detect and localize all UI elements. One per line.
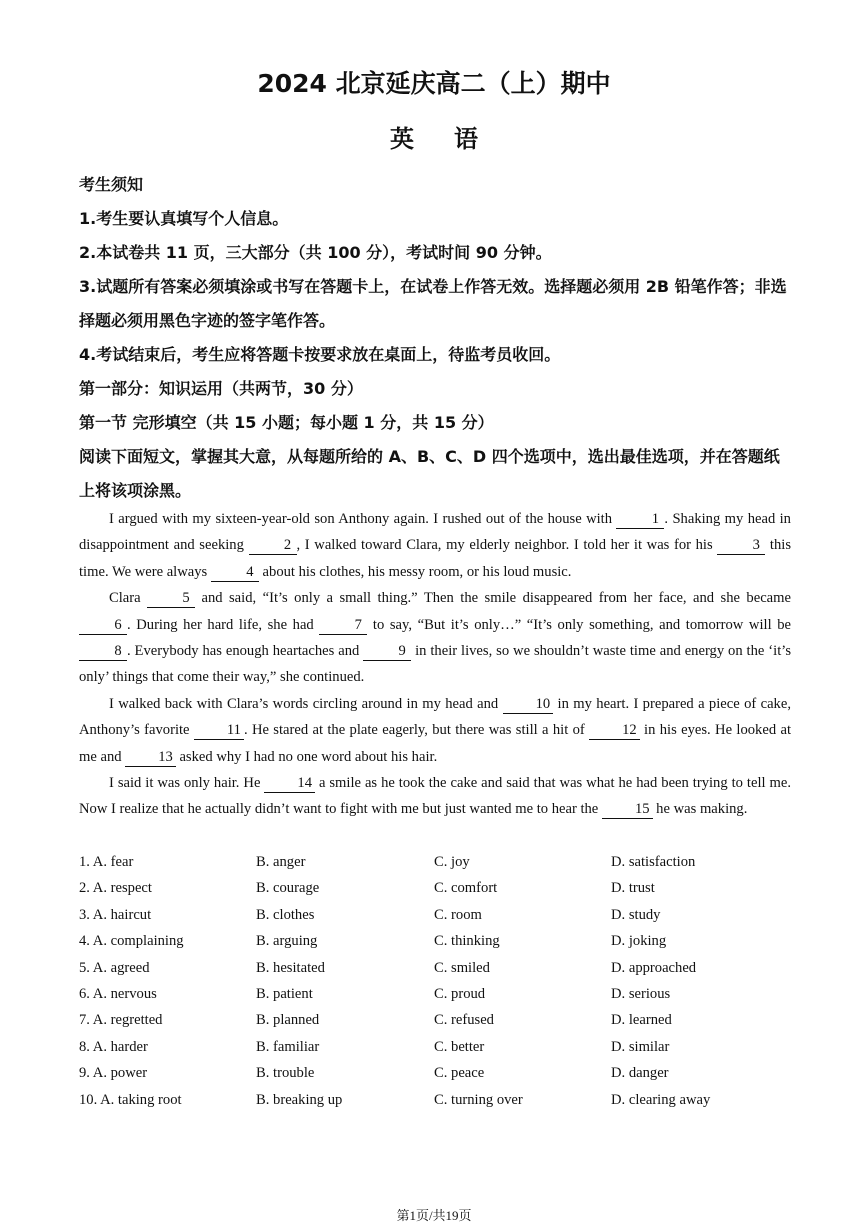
option-a: 3. A. haircut	[79, 906, 152, 923]
option-d: D. trust	[611, 880, 655, 897]
option-b: B. arguing	[256, 933, 318, 950]
notes-item: 3.试题所有答案必须填涂或书写在答题卡上，在试卷上作答无效。选择题必须用 2B 铅笔作答；非选择题必须用黑色字迹的签字笔作答。	[79, 277, 787, 330]
passage-text: in their lives, so we shouldn’t waste time and energy on the ‘it’s only’ things that come their way,” she continued.	[79, 643, 791, 686]
option-a: 4. A. complaining	[79, 933, 184, 950]
section-heading: 第一部分：知识运用（共两节，30 分）	[79, 379, 363, 398]
option-a: 7. A. regretted	[79, 1012, 163, 1029]
passage-text: a smile as he took the cake and said that was what he had been trying to tell me. Now I realize that he actually didn’t want to fight with me but just wanted me to hear the	[79, 775, 791, 818]
option-a: 1. A. fear	[79, 854, 134, 870]
option-d: D. clearing away	[611, 1091, 711, 1108]
notes-item: 4.考试结束后，考生应将答题卡按要求放在桌面上，待监考员收回。	[79, 345, 561, 364]
answer-options	[79, 849, 791, 1113]
option-c: C. better	[434, 1038, 485, 1055]
blank-10: 10	[503, 695, 554, 714]
subject-title: 英语	[390, 125, 518, 153]
passage-paragraph	[79, 585, 791, 691]
passage-text: I said it was only hair. He	[109, 775, 265, 792]
passage-text: about his clothes, his messy room, or his loud music.	[258, 563, 572, 580]
option-a: 10. A. taking root	[79, 1091, 182, 1108]
option-a: 6. A. nervous	[79, 985, 157, 1002]
option-b: B. planned	[256, 1012, 320, 1029]
option-c: C. smiled	[434, 959, 490, 976]
option-d: D. serious	[611, 985, 671, 1002]
option-a: 8. A. harder	[79, 1038, 148, 1055]
blank-2: 2	[249, 536, 297, 555]
passage-text: to say, “But it’s only…” “It’s only something, and tomorrow will be	[367, 616, 791, 633]
option-row	[79, 955, 791, 981]
notes-item: 2.本试卷共 11 页，三大部分（共 100 分），考试时间 90 分钟。	[79, 243, 552, 262]
option-d: D. study	[611, 906, 661, 923]
blank-12: 12	[589, 721, 640, 740]
blank-7: 7	[319, 616, 367, 635]
blank-6: 6	[79, 616, 127, 635]
passage-text: . During her hard life, she had	[127, 616, 320, 633]
option-c: C. turning over	[434, 1091, 523, 1108]
passage-text: in my heart. I prepared a piece of cake, Anthony’s favorite	[79, 695, 791, 739]
blank-4: 4	[211, 563, 259, 582]
subsection-heading: 第一节 完形填空（共 15 小题；每小题 1 分，共 15 分）	[79, 413, 494, 432]
option-b: B. hesitated	[256, 959, 325, 976]
option-c: C. thinking	[434, 933, 500, 950]
option-c: C. room	[434, 906, 482, 923]
blank-1: 1	[616, 510, 664, 529]
option-a: 5. A. agreed	[79, 959, 150, 976]
blank-3: 3	[717, 536, 765, 555]
option-b: B. clothes	[256, 906, 315, 923]
passage-paragraph	[79, 691, 791, 770]
option-row	[79, 1087, 791, 1113]
blank-13: 13	[125, 748, 176, 767]
exam-instructions	[79, 168, 791, 508]
option-d: D. learned	[611, 1012, 672, 1029]
passage-text: . Everybody has enough heartaches and	[127, 643, 364, 660]
option-c: C. proud	[434, 985, 486, 1002]
notes-item: 1.考生要认真填写个人信息。	[79, 209, 289, 228]
option-d: D. danger	[611, 1065, 669, 1082]
option-row	[79, 875, 791, 901]
cloze-passage	[79, 506, 791, 823]
option-row	[79, 902, 791, 928]
blank-14: 14	[264, 774, 315, 793]
passage-text: Clara	[109, 590, 148, 607]
blank-11: 11	[194, 721, 244, 740]
option-b: B. trouble	[256, 1065, 315, 1082]
option-b: B. breaking up	[256, 1091, 343, 1108]
option-c: C. refused	[434, 1012, 494, 1029]
passage-paragraph	[79, 770, 791, 823]
option-a: 2. A. respect	[79, 880, 152, 897]
passage-text: I argued with my sixteen-year-old son Anthony again. I rushed out of the house with	[109, 511, 617, 527]
blank-9: 9	[363, 642, 411, 661]
option-d: D. joking	[611, 933, 667, 950]
passage-text: I walked back with Clara’s words circling around in my head and	[109, 695, 503, 712]
option-row	[79, 928, 791, 954]
passage-text: asked why I had no one word about his hair.	[175, 748, 438, 765]
option-a: 9. A. power	[79, 1065, 148, 1082]
option-d: D. satisfaction	[611, 854, 696, 870]
option-c: C. joy	[434, 854, 470, 870]
passage-text: . Shaking my head in disappointment and seeking	[79, 511, 791, 554]
blank-15: 15	[602, 800, 653, 819]
option-row	[79, 1007, 791, 1033]
passage-text: in his eyes. He looked at me and	[79, 722, 791, 765]
option-row	[79, 1060, 791, 1086]
option-c: C. comfort	[434, 880, 498, 897]
section-directions: 阅读下面短文，掌握其大意，从每题所给的 A、B、C、D 四个选项中，选出最佳选项，并在答题纸上将该项涂黑。	[79, 447, 780, 500]
passage-text: and said, “It’s only a small thing.” Then the smile disappeared from her face, and she became	[195, 590, 791, 607]
option-d: D. similar	[611, 1038, 670, 1055]
option-b: B. patient	[256, 985, 313, 1002]
notes-heading: 考生须知	[79, 175, 144, 194]
option-b: B. familiar	[256, 1038, 320, 1055]
blank-5: 5	[147, 589, 195, 608]
blank-8: 8	[79, 642, 127, 661]
page-title: 2024 北京延庆高二（上）期中	[257, 69, 611, 98]
passage-text: he was making.	[652, 801, 748, 818]
option-b: B. anger	[256, 854, 306, 870]
option-c: C. peace	[434, 1065, 485, 1082]
option-row	[79, 1034, 791, 1060]
option-row	[79, 981, 791, 1007]
page-number: 第1页/共19页	[396, 1208, 472, 1223]
option-row	[79, 849, 791, 875]
passage-paragraph	[79, 506, 791, 585]
passage-text: . He stared at the plate eagerly, but there was still a hit of	[243, 722, 590, 739]
option-d: D. approached	[611, 959, 697, 976]
passage-text: , I walked toward Clara, my elderly neighbor. I told her it was for his	[296, 537, 718, 554]
passage-text: this time. We were always	[79, 537, 791, 580]
option-b: B. courage	[256, 880, 320, 897]
